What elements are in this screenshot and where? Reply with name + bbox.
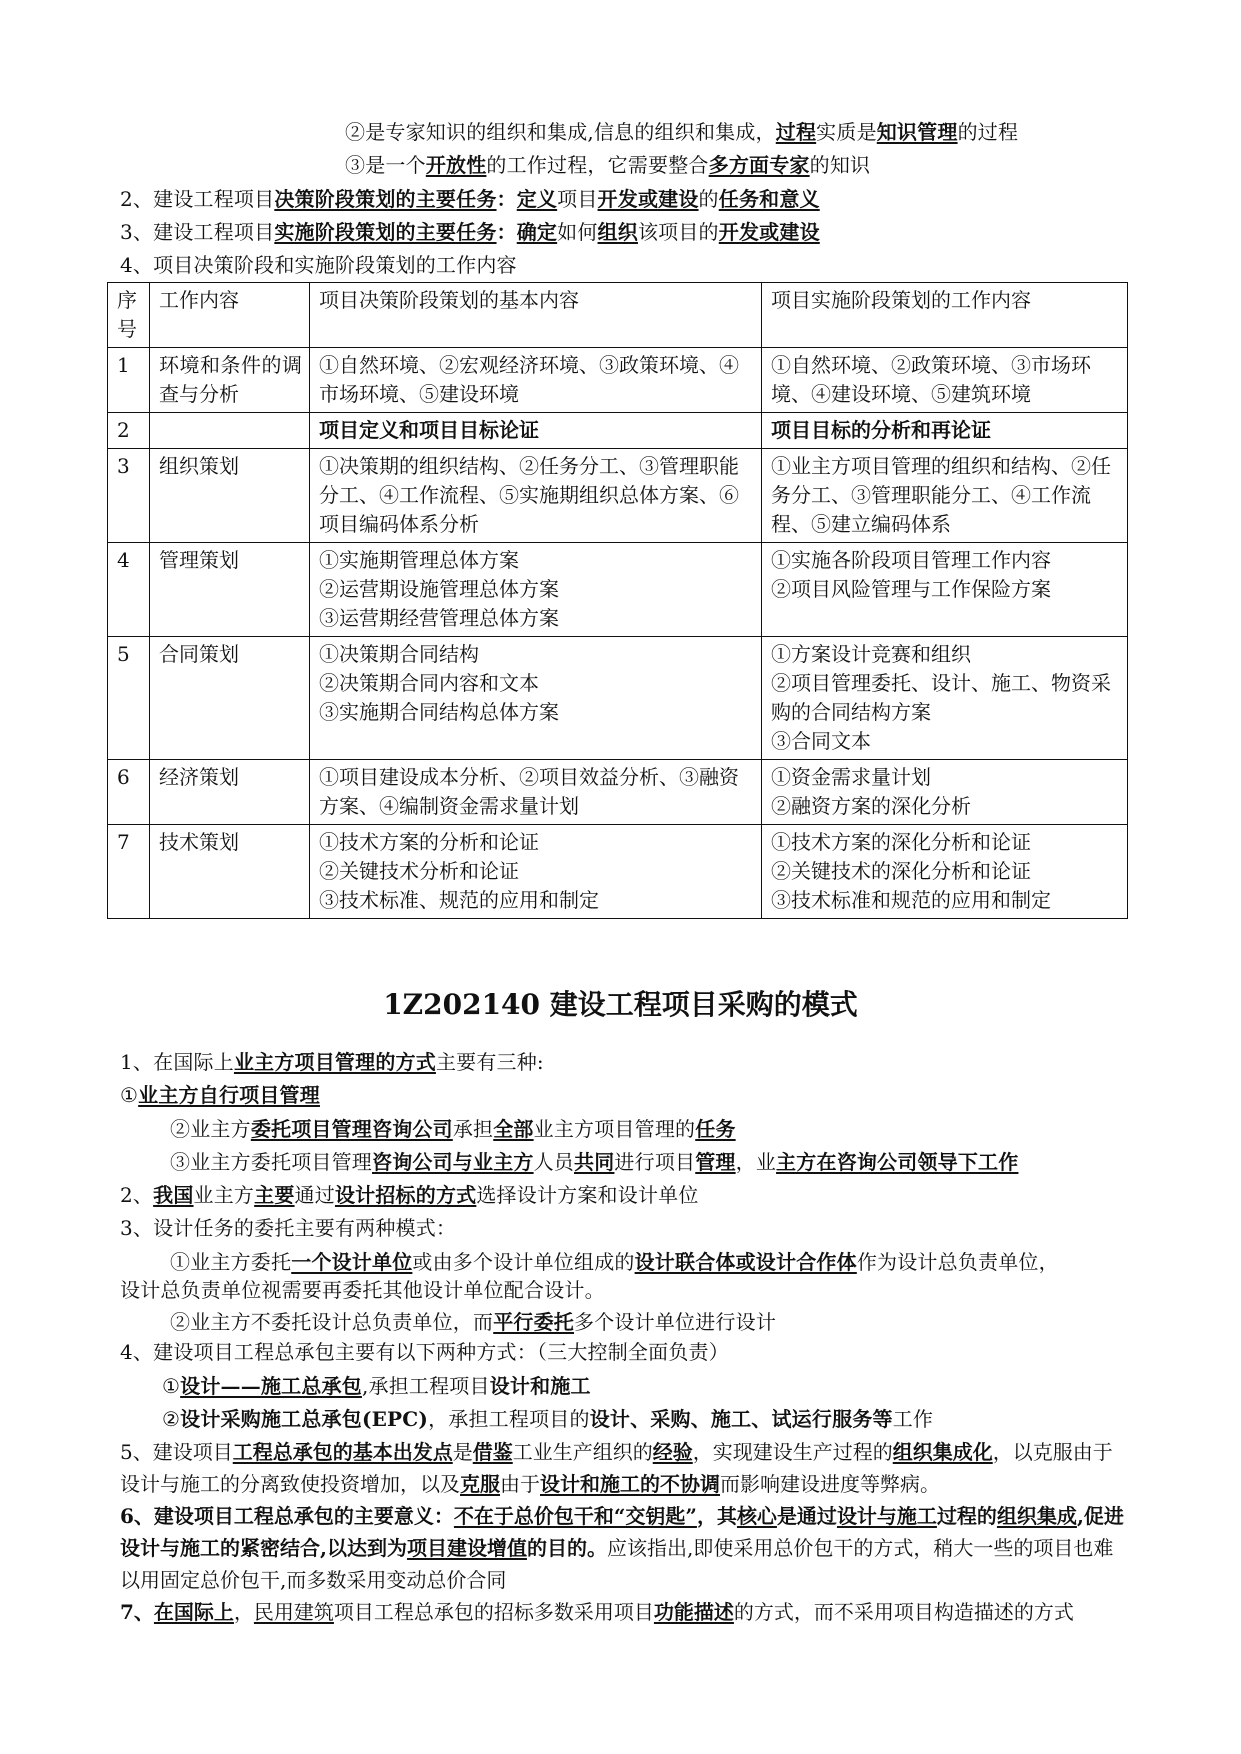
row-decision — [310, 637, 762, 760]
emphasis: 决策阶段策划的主要任务 — [274, 187, 497, 211]
text: ， — [233, 1600, 254, 1624]
row-impl: ①自然环境、②政策环境、③市场环境、④建设环境、⑤建筑环境 — [762, 348, 1128, 413]
cell-line: ③技术标准、规范的应用和制定 — [319, 888, 599, 912]
row-item: 技术策划 — [150, 825, 310, 919]
row-item: 合同策划 — [150, 637, 310, 760]
cell-line: ①技术方案的深化分析和论证 — [771, 830, 1031, 854]
emphasis: 组织集成 — [996, 1504, 1077, 1528]
row-decision: ①自然环境、②宏观经济环境、③政策环境、④市场环境、⑤建设环境 — [310, 348, 762, 413]
row-decision — [310, 825, 762, 919]
header-item: 工作内容 — [150, 283, 310, 348]
text: ，以克服由于设计与施工的分离致使投资增加，以及 — [120, 1440, 1113, 1496]
text: ①业主方委托 — [170, 1250, 292, 1274]
emphasis: 核心 — [736, 1504, 777, 1528]
text: 应该指出,即使采用总价包干的方式，稍大一些的项目也难以用固定总价包干,而多数采用变动总价合同 — [120, 1536, 1114, 1592]
emphasis: 项目建设增值 — [406, 1536, 527, 1560]
emphasis: 6、建设项目工程总承包的主要意义： — [120, 1504, 454, 1528]
planning-table — [107, 282, 1128, 919]
cell-line: ③合同文本 — [771, 729, 871, 753]
text: ，承担工程项目的 — [428, 1407, 590, 1431]
intro-line-implement — [120, 218, 820, 246]
section-line-3a — [170, 1248, 1059, 1276]
text: 由于 — [500, 1472, 540, 1496]
text: ① — [162, 1374, 181, 1398]
section-para-7 — [120, 1596, 1130, 1628]
text: ③是一个 — [345, 153, 426, 177]
emphasis: 委托项目管理咨询公司 — [250, 1117, 453, 1141]
emphasis: 组织集成化 — [892, 1440, 993, 1464]
row-decision: ①决策期的组织结构、②任务分工、③管理职能分工、④工作流程、⑤实施期组织总体方案、⑥项目编码体系分析 — [310, 449, 762, 543]
row-impl — [762, 760, 1128, 825]
section-line-3: 3、设计任务的委托主要有两种模式： — [120, 1216, 457, 1240]
text: 工作 — [892, 1407, 934, 1431]
row-no: 5 — [108, 637, 150, 760]
emphasis: 设计招标的方式 — [334, 1183, 477, 1207]
emphasis: 开发或建设 — [597, 187, 699, 211]
emphasis: 全部 — [493, 1117, 534, 1141]
emphasis: 设计和施工的不协调 — [540, 1472, 720, 1496]
section-line-3b — [170, 1308, 776, 1336]
table-row — [108, 449, 1128, 543]
emphasis: 管理 — [695, 1150, 736, 1174]
section-line-1 — [120, 1048, 544, 1076]
section-line-1c — [170, 1148, 1018, 1176]
emphasis: 咨询公司与业主方 — [372, 1150, 534, 1174]
emphasis: 实施阶段策划的主要任务 — [274, 220, 497, 244]
emphasis: 业主方项目管理的方式 — [233, 1050, 436, 1074]
section-line-4a — [162, 1372, 591, 1400]
text: 业主方 — [193, 1183, 255, 1207]
emphasis: 开发或建设 — [718, 220, 820, 244]
table-row — [108, 543, 1128, 637]
row-impl — [762, 543, 1128, 637]
cell-line: ②决策期合同内容和文本 — [319, 671, 539, 695]
section-line-1b — [170, 1115, 736, 1143]
cell-line: ①技术方案的分析和论证 — [319, 830, 539, 854]
row-impl: ①业主方项目管理的组织和结构、②任务分工、③管理职能分工、④工作流程、⑤建立编码体系 — [762, 449, 1128, 543]
emphasis: 平行委托 — [493, 1310, 575, 1334]
table-header-row — [108, 283, 1128, 348]
text: 的 — [698, 187, 719, 211]
row-no: 7 — [108, 825, 150, 919]
text: 项目工程总承包的招标多数采用项目 — [333, 1600, 654, 1624]
text: 进行项目 — [614, 1150, 696, 1174]
section-line-4b — [162, 1405, 933, 1433]
emphasis: 主要 — [254, 1183, 295, 1207]
emphasis: 定义 — [516, 187, 558, 211]
text: 作为设计总负责单位， — [856, 1250, 1059, 1274]
text: 3、建设工程项目 — [120, 220, 275, 244]
row-no: 1 — [108, 348, 150, 413]
section-line-1a — [120, 1081, 320, 1109]
cell-line: ③技术标准和规范的应用和制定 — [771, 888, 1051, 912]
emphasis: 设计采购施工总承包(EPC) — [180, 1407, 429, 1431]
emphasis: 在国际上 — [153, 1600, 234, 1624]
row-no: 6 — [108, 760, 150, 825]
text: ① — [120, 1083, 139, 1107]
cell-line: ①实施期管理总体方案 — [319, 548, 519, 572]
row-no: 3 — [108, 449, 150, 543]
emphasis: 组织 — [597, 220, 638, 244]
cell-line: ①实施各阶段项目管理工作内容 — [771, 548, 1051, 572]
text: ② — [162, 1407, 181, 1431]
text: 的工作过程，它需要整合 — [486, 153, 709, 177]
row-impl — [762, 637, 1128, 760]
row-decision: ①项目建设成本分析、②项目效益分析、③融资方案、④编制资金需求量计划 — [310, 760, 762, 825]
cell-line: ②关键技术分析和论证 — [319, 859, 519, 883]
table-row — [108, 637, 1128, 760]
row-impl — [762, 825, 1128, 919]
cell-line: ②项目管理委托、设计、施工、物资采购的合同结构方案 — [771, 671, 1111, 724]
text: 项目 — [557, 187, 598, 211]
row-impl: 项目目标的分析和再论证 — [762, 413, 1128, 449]
emphasis: 确定 — [516, 220, 558, 244]
row-decision: 项目定义和项目目标论证 — [310, 413, 762, 449]
row-item: 组织策划 — [150, 449, 310, 543]
text: 多个设计单位进行设计 — [574, 1310, 777, 1334]
row-item: 经济策划 — [150, 760, 310, 825]
text: 1、在国际上 — [120, 1050, 234, 1074]
section-title: 1Z202140 建设工程项目采购的模式 — [383, 988, 858, 1021]
emphasis: 业主方自行项目管理 — [138, 1083, 320, 1107]
cell-line: ②运营期设施管理总体方案 — [319, 577, 559, 601]
text: ②业主方不委托设计总负责单位，而 — [170, 1310, 494, 1334]
section-line-2 — [120, 1181, 699, 1209]
row-no: 4 — [108, 543, 150, 637]
emphasis: 任务 — [695, 1117, 736, 1141]
cell-line: ②关键技术的深化分析和论证 — [771, 859, 1031, 883]
table-row — [108, 348, 1128, 413]
emphasis: 任务和意义 — [718, 187, 820, 211]
emphasis: 功能描述 — [653, 1600, 734, 1624]
emphasis: 经验 — [652, 1440, 693, 1464]
emphasis: 知识管理 — [876, 120, 958, 144]
emphasis: 借鉴 — [472, 1440, 513, 1464]
text: 是 — [452, 1440, 473, 1464]
header-impl: 项目实施阶段策划的工作内容 — [762, 283, 1128, 348]
emphasis: ，其 — [696, 1504, 737, 1528]
emphasis: 民用建筑 — [253, 1600, 334, 1624]
text: 工业生产组织的 — [512, 1440, 653, 1464]
emphasis: 设计、采购、施工、试运行服务等 — [589, 1407, 893, 1431]
emphasis: 工程总承包的基本出发点 — [232, 1440, 453, 1464]
emphasis: 克服 — [460, 1472, 500, 1496]
section-para-5 — [120, 1436, 1130, 1500]
text: ③业主方委托项目管理 — [170, 1150, 372, 1174]
cell-line: ③运营期经营管理总体方案 — [319, 606, 559, 630]
text: ②业主方 — [170, 1117, 251, 1141]
row-item: 管理策划 — [150, 543, 310, 637]
text: 2、建设工程项目 — [120, 187, 275, 211]
emphasis: 我国 — [153, 1183, 194, 1207]
emphasis: 7、 — [120, 1600, 154, 1624]
cell-line: ①方案设计竞赛和组织 — [771, 642, 971, 666]
text: ，实现建设生产过程的 — [692, 1440, 893, 1464]
text: ，业 — [735, 1150, 777, 1174]
cell-line: ①资金需求量计划 — [771, 765, 931, 789]
text: 的方式，而不采用项目构造描述的方式 — [733, 1600, 1074, 1624]
emphasis: 是通过 — [776, 1504, 837, 1528]
cell-line: ②融资方案的深化分析 — [771, 794, 971, 818]
intro-line-knowledge — [345, 118, 1018, 146]
section-line-3a-cont: 设计总负责单位视需要再委托其他设计单位配合设计。 — [120, 1278, 605, 1302]
section-para-6 — [120, 1500, 1130, 1596]
text: 5、建设项目 — [120, 1440, 233, 1464]
intro-line-decision — [120, 185, 820, 213]
emphasis: 共同 — [574, 1150, 615, 1174]
cell-line: ①决策期合同结构 — [319, 642, 479, 666]
text: ： — [496, 220, 517, 244]
intro-line-table-caption: 4、项目决策阶段和实施阶段策划的工作内容 — [120, 253, 517, 277]
intro-line-open — [345, 151, 870, 179]
emphasis: 开放性 — [425, 153, 487, 177]
table-row — [108, 825, 1128, 919]
text: ②是专家知识的组织和集成,信息的组织和集成， — [345, 120, 776, 144]
cell-line: ②项目风险管理与工作保险方案 — [771, 577, 1051, 601]
emphasis: 不在于总价包干和“交钥匙” — [453, 1504, 697, 1528]
text: 而影响建设进度等弊病。 — [720, 1472, 940, 1496]
text: 如何 — [557, 220, 598, 244]
row-no: 2 — [108, 413, 150, 449]
text: 2、 — [120, 1183, 154, 1207]
text: 该项目的 — [637, 220, 719, 244]
emphasis: 设计和施工 — [489, 1374, 591, 1398]
row-item — [150, 413, 310, 449]
text: ,承担工程项目 — [361, 1374, 490, 1398]
text: 业主方项目管理的 — [533, 1117, 696, 1141]
header-decision: 项目决策阶段策划的基本内容 — [310, 283, 762, 348]
emphasis: 的目的。 — [526, 1536, 607, 1560]
section-line-4: 4、建设项目工程总承包主要有以下两种方式：（三大控制全面负责） — [120, 1340, 729, 1364]
text: 实质是 — [816, 120, 877, 144]
header-no: 序号 — [108, 283, 150, 348]
cell-line: ③实施期合同结构总体方案 — [319, 700, 559, 724]
text: 的过程 — [957, 120, 1019, 144]
text: 的知识 — [809, 153, 871, 177]
emphasis: 过程的 — [936, 1504, 997, 1528]
text: ： — [496, 187, 517, 211]
emphasis: 一个设计单位 — [291, 1250, 413, 1274]
emphasis: 过程 — [775, 120, 817, 144]
text: 承担 — [452, 1117, 494, 1141]
text: 人员 — [533, 1150, 575, 1174]
text: 主要有三种: — [435, 1050, 544, 1074]
emphasis: 设计与施工 — [836, 1504, 937, 1528]
row-item: 环境和条件的调查与分析 — [150, 348, 310, 413]
row-decision — [310, 543, 762, 637]
text: 通过 — [294, 1183, 335, 1207]
emphasis: 设计——施工总承包 — [180, 1374, 362, 1398]
table-row — [108, 760, 1128, 825]
text: 或由多个设计单位组成的 — [412, 1250, 635, 1274]
emphasis: 设计联合体或设计合作体 — [634, 1250, 857, 1274]
emphasis: ,促进设计与施工的紧密结合,以达到为 — [120, 1504, 1124, 1560]
text: 选择设计方案和设计单位 — [476, 1183, 699, 1207]
emphasis: 主方在咨询公司领导下工作 — [776, 1150, 1019, 1174]
table-row — [108, 413, 1128, 449]
emphasis: 多方面专家 — [708, 153, 810, 177]
